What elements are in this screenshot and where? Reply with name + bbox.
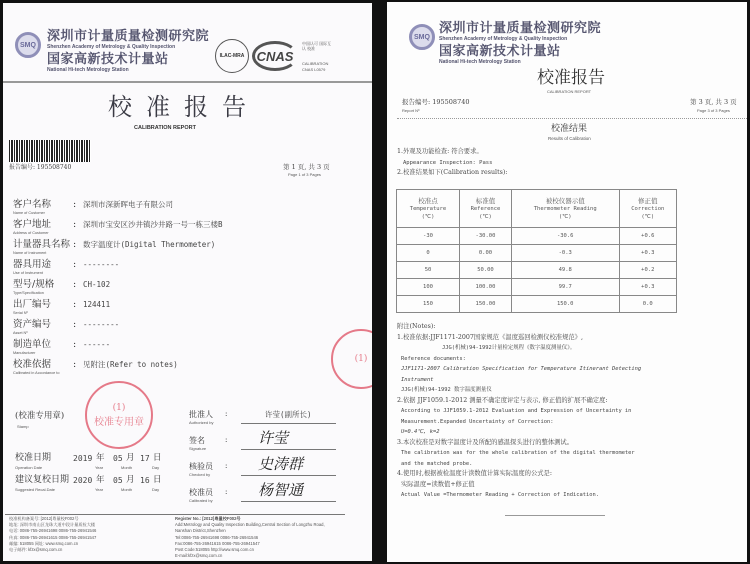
table-cell: 0	[397, 245, 460, 262]
table-cell: -30.00	[460, 228, 512, 245]
header-line: Thermometer Reading	[533, 205, 597, 212]
field-value: --------	[83, 320, 120, 329]
stamp-label: (校准专用章)	[15, 411, 65, 421]
footer-line-en: Tel:0086-755-26941698 0086-755-26941546	[175, 534, 259, 540]
table-cell: 50	[397, 262, 460, 279]
signer-colon: :	[225, 436, 228, 444]
field-value: 深圳市宝安区沙井镇沙井路一号一栋三楼B	[83, 220, 223, 229]
field-colon: :	[73, 279, 77, 290]
table-header-cell	[397, 190, 460, 228]
table-row	[397, 262, 677, 279]
report-number: 报告编号: 195508740	[402, 98, 470, 106]
footer-line-en: Nanshan District,Shenzhen	[175, 528, 226, 534]
field-colon: :	[73, 239, 77, 250]
note-line: Reference documents:	[401, 355, 466, 362]
field-colon: :	[73, 319, 77, 330]
cnas-logo: CNAS	[252, 41, 298, 71]
footer-line-en: Register No.: [2012]粤量校F002号	[175, 516, 241, 521]
field-label: 出厂编号	[13, 299, 52, 310]
station-name-cn: 国家高新技术计量站	[439, 43, 561, 58]
signature-line	[241, 475, 336, 476]
table-header-row	[397, 190, 677, 228]
signer-colon: :	[225, 410, 228, 418]
date-unit-en-year: Year	[95, 487, 104, 492]
date-unit-en-day: Day	[152, 487, 160, 492]
stamp-number: (1)	[354, 354, 368, 364]
date-unit-en-day: Day	[152, 465, 160, 470]
date-unit-month: 月	[126, 475, 135, 485]
table-cell: +0.3	[619, 245, 676, 262]
signer-label: 校准员	[189, 488, 213, 497]
cnas-number: CNAS L0579	[302, 67, 326, 72]
date-unit-en-year: Year	[95, 465, 104, 470]
date-label-en: Suggested Recal.Date	[15, 487, 56, 492]
date-unit-year: 年	[96, 453, 105, 463]
stamp-number: (1)	[112, 402, 126, 413]
field-label-en: Serial Nº	[13, 311, 28, 315]
date-month: 05	[113, 454, 123, 463]
field-colon: :	[73, 259, 77, 270]
field-value: 深圳市深新晖电子有限公司	[83, 200, 173, 209]
table-cell: 100	[397, 279, 460, 296]
field-label: 客户地址	[13, 219, 52, 230]
footer-line-cn: 地址: 深圳市南山区龙珠大道中段计量质检大楼	[9, 522, 96, 528]
table-row	[397, 279, 677, 296]
header-line: Correction	[631, 205, 665, 212]
org-name-cn: 深圳市计量质量检测研究院	[439, 20, 602, 35]
result-item-1: 1.外观及功能检查: 符合要求。	[397, 148, 483, 155]
field-value: CH-102	[83, 280, 111, 289]
footer-line-en: Post Code:518055 http://www.smq.com.cn	[175, 547, 254, 553]
footer-line-en: Fax:0086-755-26941615 0086-755-26941547	[175, 540, 260, 546]
cnas-text-cn: 中国认可 国际互认 校准	[302, 41, 332, 51]
field-colon: :	[73, 299, 77, 310]
date-month: 05	[113, 476, 123, 485]
note-line: Instrument	[401, 376, 434, 383]
footer-divider	[5, 514, 345, 515]
date-unit-en-month: Month	[121, 487, 133, 492]
table-body	[397, 228, 677, 313]
header-line: Temperature	[409, 205, 447, 212]
header-line: 被校仪器示值	[545, 196, 585, 205]
footer-line-cn: 传真: 0086-755-26941615 0086-755-26941547	[9, 534, 97, 540]
stamp-text: 校准专用章	[94, 416, 144, 428]
table-cell: 100.00	[460, 279, 512, 296]
note-line: The calibration was for the whole calibration of the digital thermometer	[401, 450, 635, 456]
table-header-cell	[619, 190, 676, 228]
header-divider	[3, 81, 372, 83]
table-cell: 0.00	[460, 245, 512, 262]
table-row	[397, 245, 677, 262]
date-day: 16	[140, 476, 150, 485]
report-title-en: CALIBRATION REPORT	[134, 125, 196, 131]
field-value: --------	[83, 260, 120, 269]
signer-label-en: Signature	[189, 446, 207, 451]
page-number: 第 3 页, 共 3 页	[690, 98, 737, 106]
table-cell: 0.0	[619, 296, 676, 313]
signature-line	[241, 449, 336, 450]
page-number-en: Page 3 of 3 Pages	[697, 108, 730, 113]
table-cell: 49.8	[511, 262, 619, 279]
note-line: 2.依据 JJF1059.1-2012 测量不确定度评定与表示, 修正值的扩展不确定度:	[397, 396, 608, 404]
page-number-en: Page 1 of 3 Pages	[288, 172, 321, 177]
note-line: JJG(机械)94-1992计量检定规程《数字温度测量仪》。	[442, 345, 576, 351]
field-label-en: Address of Customer	[13, 231, 49, 235]
ilac-mra-logo: ILAC-MRA	[215, 39, 249, 73]
note-line: According to JJF1059.1-2012 Evaluation and Expression of Uncertainty in	[401, 408, 632, 414]
date-label: 建议复校日期	[15, 475, 70, 485]
report-number-en: Report Nº	[402, 108, 420, 113]
table-cell: -0.3	[511, 245, 619, 262]
footer-line-cn: 电子邮件: kfzx@smq.com.cn	[9, 547, 63, 553]
calibration-stamp	[85, 381, 153, 449]
result-item-2: 2.校准结果如下(Calibration results):	[397, 169, 508, 176]
field-label-en: Use of Instrument	[13, 271, 43, 275]
footer-line-cn: 校准机构备案号: [2012]粤量校F002号	[9, 516, 79, 521]
smq-logo: SMQ	[15, 32, 41, 58]
header-line: Reference	[470, 205, 501, 212]
date-unit-en-month: Month	[121, 465, 133, 470]
field-label: 型号/规格	[13, 279, 55, 290]
signature-line	[241, 423, 336, 424]
org-name-en: Shenzhen Academy of Metrology & Quality Inspection	[439, 36, 568, 42]
result-item-1-en: Appearance Inspection: Pass	[403, 159, 493, 166]
date-unit-day: 日	[153, 453, 162, 463]
section-title: 校准结果	[551, 124, 588, 134]
field-label-en: Calibrated in Accordance to	[13, 371, 60, 375]
cnas-text-en: CALIBRATION	[302, 61, 329, 66]
note-line: 4.使用时,根据被检温度计读数值计算实际温度的公式是:	[397, 470, 552, 477]
signer-label-en: Authorized by	[189, 420, 214, 425]
field-label: 器具用途	[13, 259, 52, 270]
table-cell: -30.6	[511, 228, 619, 245]
note-line: JJF1171-2007 Calibration Specification for Temperature Itinerant Detecting	[401, 366, 642, 372]
handwritten-signature: 杨智通	[258, 481, 304, 499]
field-colon: :	[73, 199, 77, 210]
stamp-label-en: Stamp	[17, 424, 29, 429]
field-value: 见附注(Refer to notes)	[83, 360, 178, 369]
notes	[397, 322, 641, 501]
table-cell: +0.3	[619, 279, 676, 296]
field-colon: :	[73, 219, 77, 230]
report-page-1	[3, 3, 372, 561]
table-header-cell	[460, 190, 512, 228]
header-line: (℃)	[641, 213, 655, 220]
header-line: 修正值	[638, 196, 658, 205]
field-label-en: Asset Nº	[13, 331, 28, 335]
header-divider	[397, 118, 747, 119]
date-label-en: Operation Date	[15, 465, 43, 470]
section-title-en: Results of Calibration	[548, 136, 591, 141]
page-number: 第 1 页, 共 3 页	[283, 163, 330, 171]
note-line: U=0.4℃, k=2	[401, 429, 440, 435]
signer-label: 签名	[189, 436, 205, 445]
field-label-en: Manufacturer	[13, 351, 36, 355]
field-label: 计量器具名称	[13, 239, 71, 250]
field-label-en: Name of Instrument	[13, 251, 47, 255]
report-title: 校准报告	[108, 94, 260, 121]
signer-label-en: Calibrated by	[189, 498, 213, 503]
header-line: (℃)	[558, 213, 572, 220]
field-label-en: Type/Specification	[13, 291, 44, 295]
smq-logo: SMQ	[409, 24, 435, 50]
station-name-en: National Hi-tech Metrology Station	[47, 67, 129, 73]
report-page-3	[387, 2, 747, 562]
table-header-cell	[511, 190, 619, 228]
report-number: 报告编号: 195508740	[9, 164, 72, 171]
note-line: and the matched probe.	[401, 460, 473, 467]
table-cell: -30	[397, 228, 460, 245]
note-line: 实际温度=读数值+修正值	[401, 480, 475, 488]
header-line: 标准值	[475, 196, 496, 205]
footer-line-en: Add:Metrology and Quality Inspection Building,Central Section of Longzhu Road,	[175, 522, 325, 528]
field-value: 数字温度计(Digital Thermometer)	[83, 240, 216, 249]
signer-value: 许莹(副所长)	[265, 410, 312, 419]
note-line: Actual Value =Thermometer Reading + Correction of Indication.	[401, 492, 599, 498]
field-label-en: Name of Customer	[13, 211, 45, 215]
signer-colon: :	[225, 462, 228, 470]
station-name-en: National Hi-tech Metrology Station	[439, 59, 521, 65]
org-name-en: Shenzhen Academy of Metrology & Quality Inspection	[47, 44, 176, 50]
calibration-results-table	[396, 189, 677, 313]
signature-line	[241, 501, 336, 502]
report-title: 校准报告	[537, 68, 605, 87]
org-name-cn: 深圳市计量质量检测研究院	[47, 28, 210, 43]
footer-contact-en	[175, 516, 325, 559]
field-label: 资产编号	[13, 319, 52, 330]
date-unit-month: 月	[126, 453, 135, 463]
table-cell: +0.2	[619, 262, 676, 279]
field-label: 制造单位	[13, 339, 52, 350]
footer-line-cn: 电话: 0086-755-26941698 0086-755-26941546	[9, 528, 97, 534]
report-title-en: CALIBRATION REPORT	[547, 89, 592, 94]
field-value: 124411	[83, 300, 111, 309]
note-line: 附注(Notes):	[397, 323, 436, 330]
table-cell: +0.6	[619, 228, 676, 245]
footer-line-cn: 邮编: 518055 网址: www.smq.com.cn	[9, 540, 79, 546]
field-label: 校准依据	[13, 359, 52, 370]
table-cell: 50.00	[460, 262, 512, 279]
signer-label-en: Checked by	[189, 472, 211, 477]
handwritten-signature: 许莹	[258, 429, 289, 447]
note-line: Measurement.Expanded Uncertainty of Correction:	[401, 418, 554, 425]
table-row	[397, 228, 677, 245]
footer-line-en: E-mail:kfzx@smq.com.cn	[175, 553, 223, 559]
station-name-cn: 国家高新技术计量站	[47, 51, 169, 66]
end-line	[505, 515, 605, 516]
field-label: 客户名称	[13, 199, 52, 210]
field-colon: :	[73, 359, 77, 370]
table-cell: 99.7	[511, 279, 619, 296]
calibration-stamp-right	[331, 329, 372, 389]
date-year: 2020	[73, 476, 93, 485]
table-row	[397, 296, 677, 313]
date-label: 校准日期	[15, 453, 52, 463]
table-cell: 150.00	[460, 296, 512, 313]
signer-label: 批准人	[189, 410, 213, 419]
header-line: (℃)	[421, 213, 435, 220]
signer-label: 核验员	[189, 462, 213, 471]
date-unit-year: 年	[96, 475, 105, 485]
header-line: 校准点	[418, 196, 438, 205]
note-line: 3.本次校准是对数字温度计及所配的感温探头进行的整体测试。	[397, 438, 574, 446]
table-cell: 150.0	[511, 296, 619, 313]
header-line: (℃)	[479, 213, 492, 220]
date-unit-day: 日	[153, 475, 162, 485]
field-value: ------	[83, 340, 111, 349]
signer-colon: :	[225, 488, 228, 496]
footer-contact-cn	[9, 516, 96, 553]
handwritten-signature: 史涛群	[258, 455, 304, 473]
note-line: JJG(机械)94-1992 数字温度测量仪	[401, 387, 492, 393]
barcode	[9, 140, 91, 162]
date-day: 17	[140, 454, 150, 463]
note-line: 1.校准依据:JJF1171-2007国家规范《温度巡回检测仪校准规范》,	[397, 333, 583, 341]
date-year: 2019	[73, 454, 93, 463]
table-cell: 150	[397, 296, 460, 313]
field-colon: :	[73, 339, 77, 350]
